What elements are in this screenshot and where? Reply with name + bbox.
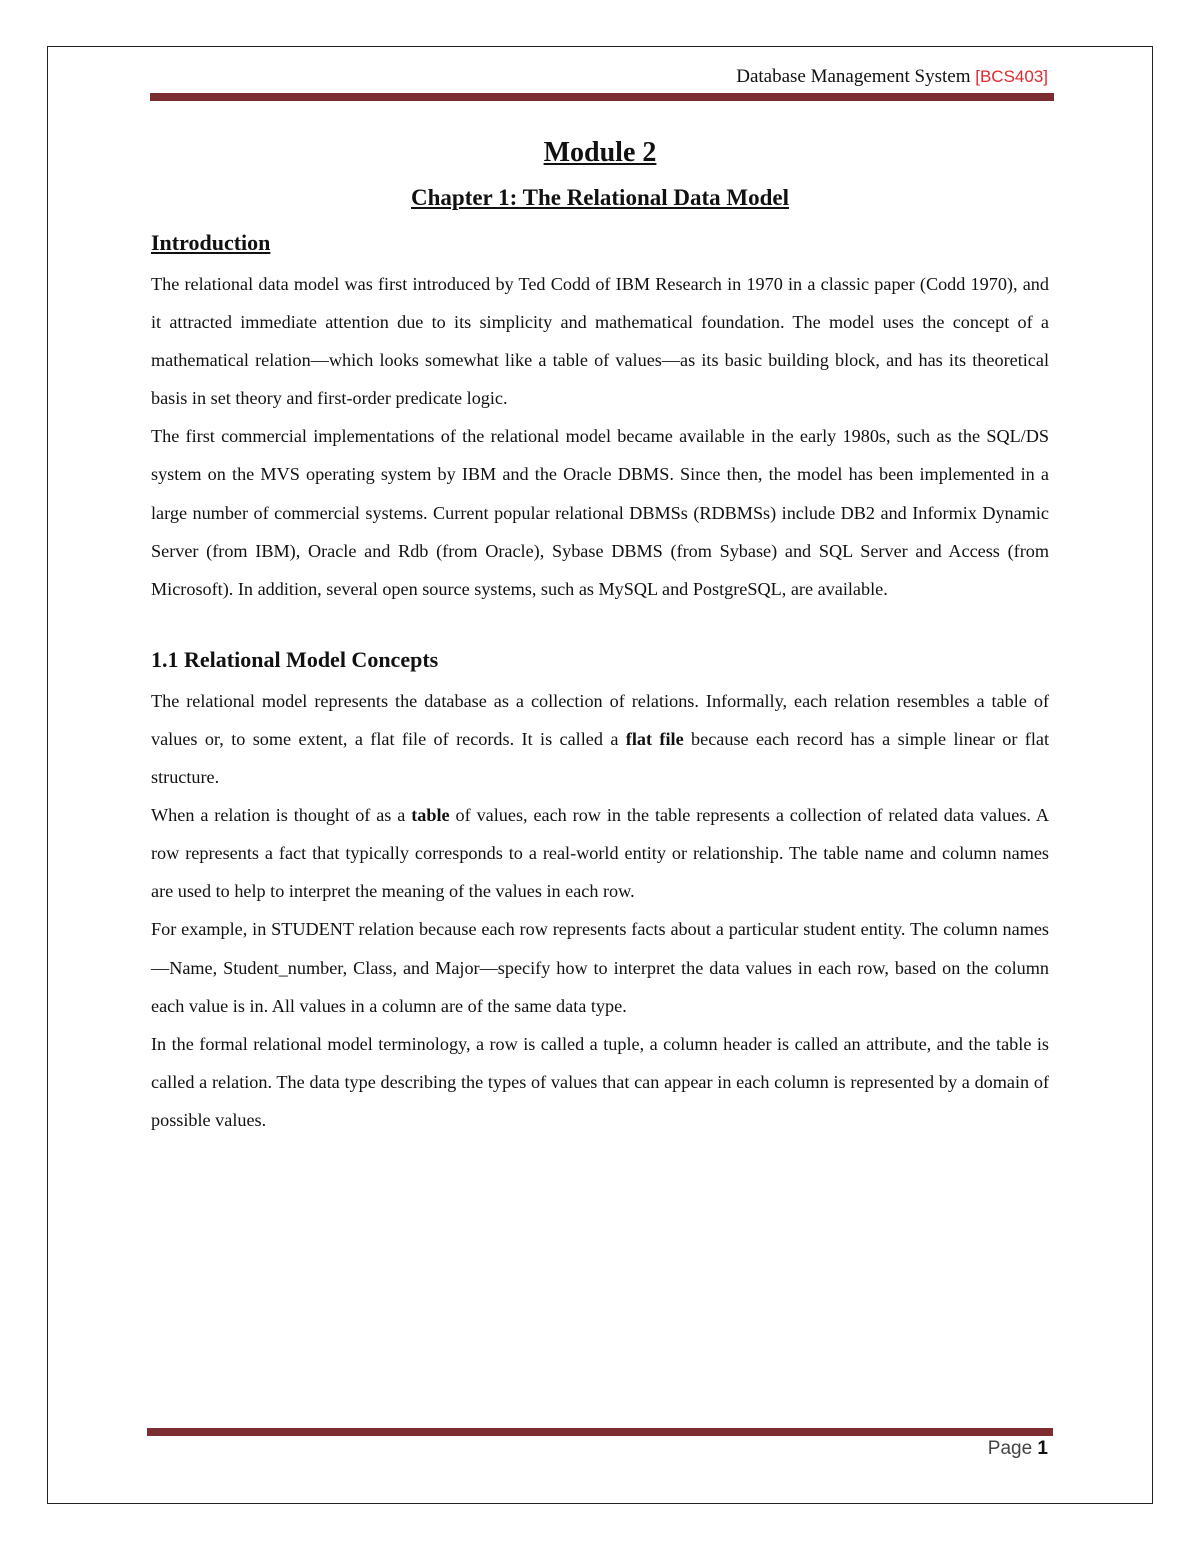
footer-rule	[147, 1428, 1053, 1436]
header-course-code: [BCS403]	[975, 67, 1048, 86]
concepts-p2-text-b: of values, each row in the table represents a collection of related data values. A row represents a fact that typically corresponds to a real-world entity or relationship. The table name and column names are used to help to interpret the meaning of the values in each row.	[151, 805, 1049, 902]
table-term: table	[411, 805, 450, 826]
intro-paragraph-1: The relational data model was first introduced by Ted Codd of IBM Research in 1970 in a classic paper (Codd 1970), and it attracted immediate attention due to its simplicity and mathematical foundation. The model uses the concept of a mathematical relation—which looks somewhat like a table of values—as its basic building block, and has its theoretical basis in set theory and first-order predicate logic.	[151, 274, 1049, 409]
concepts-p1-text-b: because each record has a simple linear or flat structure.	[151, 728, 1050, 788]
header-title: Database Management System	[736, 66, 971, 87]
page-header	[736, 66, 1048, 88]
header-rule	[150, 93, 1054, 101]
concepts-paragraph-2	[151, 796, 1049, 910]
intro-heading: Introduction	[151, 230, 271, 255]
concepts-paragraph-3: For example, in STUDENT relation because each row represents facts about a particular student entity. The column names—Name, Student_number, Class, and Major—specify how to interpret the data values in each row, based on the column each value is in. All values in a column are of the same data type.	[151, 919, 1049, 1016]
concepts-paragraph-4: In the formal relational model terminology, a row is called a tuple, a column header is called an attribute, and the table is called a relation. The data type describing the types of values that can appear in each column is represented by a domain of possible values.	[151, 1033, 1049, 1130]
flat-file-term: flat file	[625, 728, 684, 749]
concepts-p1-text-a: The relational model represents the database as a collection of relations. Informally, each relation resembles a table of values or, to some extent, a flat file of records. It is called a	[151, 690, 1049, 749]
module-title: Module 2	[543, 137, 657, 168]
page-footer	[988, 1438, 1048, 1460]
page-number: 1	[1037, 1438, 1048, 1459]
chapter-title: Chapter 1: The Relational Data Model	[411, 185, 789, 210]
section-1-1-heading: 1.1 Relational Model Concepts	[151, 646, 439, 672]
intro-paragraph-2: The first commercial implementations of the relational model became available in the early 1980s, such as the SQL/DS system on the MVS operating system by IBM and the Oracle DBMS. Since then, the model has been implemented in a large number of commercial systems. Current popular relational DBMSs (RDBMSs) include DB2 and Informix Dynamic Server (from IBM), Oracle and Rdb (from Oracle), Sybase DBMS (from Sybase) and SQL Server and Access (from Microsoft). In addition, several open source systems, such as MySQL and PostgreSQL, are available.	[151, 426, 1049, 599]
concepts-paragraph-1	[151, 682, 1049, 796]
page-label: Page	[987, 1438, 1033, 1459]
concepts-p2-text-a: When a relation is thought of as a	[151, 805, 412, 826]
document-body	[151, 126, 1049, 1139]
